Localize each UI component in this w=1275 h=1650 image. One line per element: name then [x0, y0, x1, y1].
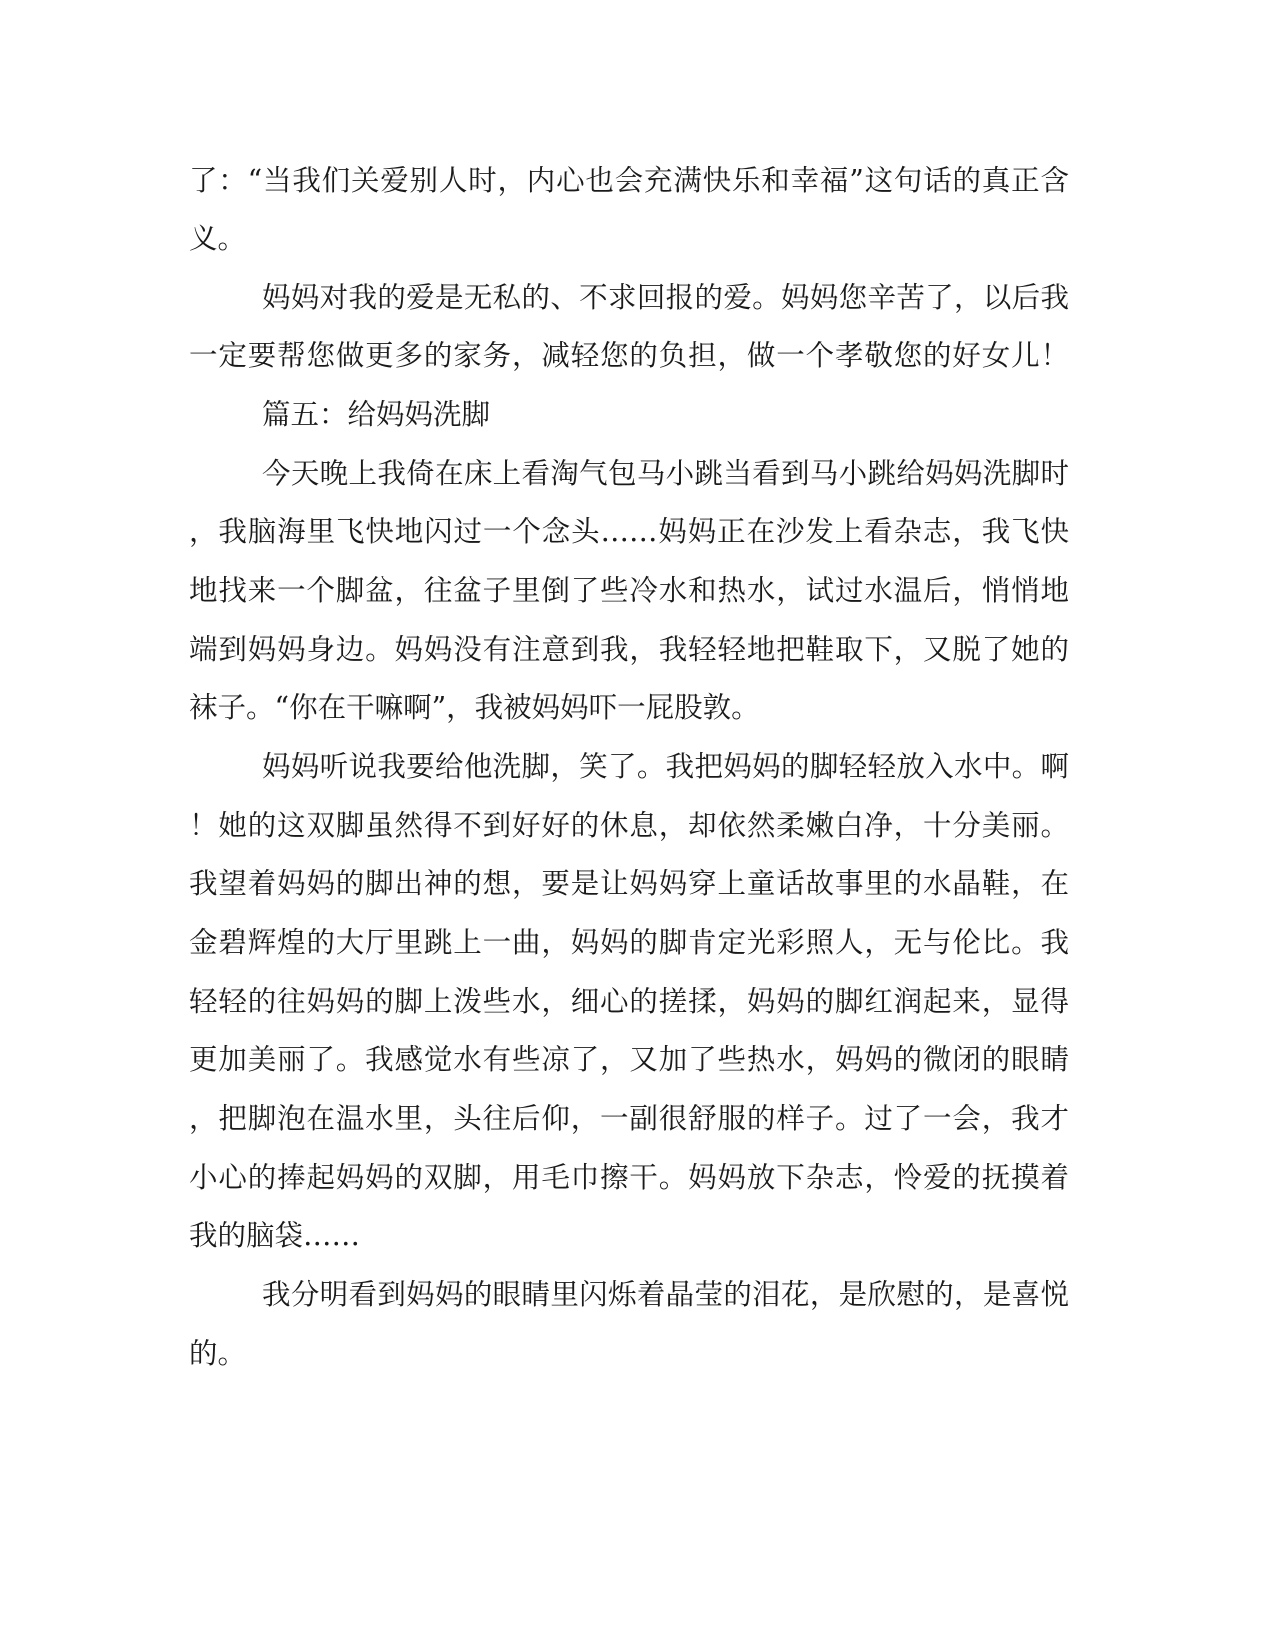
paragraph-line: ！她的这双脚虽然得不到好好的休息，却依然柔嫩白净，十分美丽。	[189, 809, 1069, 842]
paragraph-line: 金碧辉煌的大厅里跳上一曲，妈妈的脚肯定光彩照人，无与伦比。我	[189, 926, 1069, 959]
paragraph-line: 袜子。“你在干嘛啊”，我被妈妈吓一屁股敦。	[189, 691, 760, 724]
paragraph-line: 的。	[189, 1337, 247, 1370]
paragraph-line: 一定要帮您做更多的家务，减轻您的负担，做一个孝敬您的好女儿！	[189, 339, 1069, 372]
paragraph-line: ，我脑海里飞快地闪过一个念头……妈妈正在沙发上看杂志，我飞快	[189, 515, 1069, 548]
paragraph-line: 地找来一个脚盆，往盆子里倒了些冷水和热水，试过水温后，悄悄地	[189, 574, 1069, 607]
paragraph-line: 了：“当我们关爱别人时，内心也会充满快乐和幸福”这句话的真正含	[189, 164, 1069, 197]
paragraph-line: 我的脑袋……	[189, 1219, 361, 1252]
paragraph-line: 义。	[189, 222, 247, 255]
paragraph-line: 妈妈听说我要给他洗脚，笑了。我把妈妈的脚轻轻放入水中。啊	[262, 750, 1069, 783]
section-heading: 篇五：给妈妈洗脚	[262, 398, 491, 431]
paragraph-line: 端到妈妈身边。妈妈没有注意到我，我轻轻地把鞋取下，又脱了她的	[189, 633, 1069, 666]
paragraph-line: 我望着妈妈的脚出神的想，要是让妈妈穿上童话故事里的水晶鞋，在	[189, 867, 1069, 900]
paragraph-line: 妈妈对我的爱是无私的、不求回报的爱。妈妈您辛苦了，以后我	[262, 281, 1069, 314]
paragraph-line: 小心的捧起妈妈的双脚，用毛巾擦干。妈妈放下杂志，怜爱的抚摸着	[189, 1161, 1069, 1194]
paragraph-line: 轻轻的往妈妈的脚上泼些水，细心的搓揉，妈妈的脚红润起来，显得	[189, 985, 1069, 1018]
paragraph-line: 今天晚上我倚在床上看淘气包马小跳当看到马小跳给妈妈洗脚时	[262, 457, 1069, 490]
paragraph-line: 更加美丽了。我感觉水有些凉了，又加了些热水，妈妈的微闭的眼睛	[189, 1043, 1069, 1076]
paragraph-line: 我分明看到妈妈的眼睛里闪烁着晶莹的泪花，是欣慰的，是喜悦	[262, 1278, 1069, 1311]
paragraph-line: ，把脚泡在温水里，头往后仰，一副很舒服的样子。过了一会，我才	[189, 1102, 1069, 1135]
